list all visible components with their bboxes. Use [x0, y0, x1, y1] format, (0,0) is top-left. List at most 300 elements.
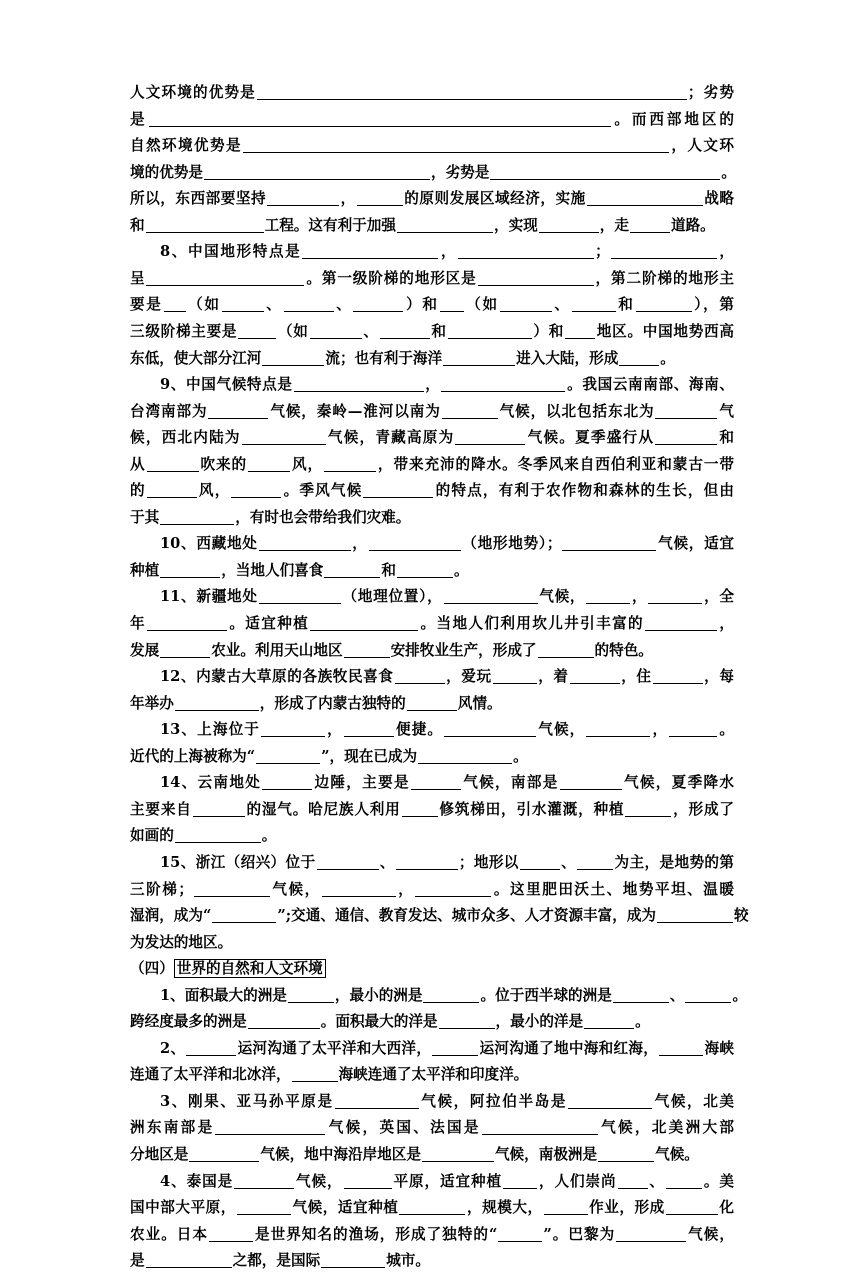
answer-blank[interactable]	[335, 1094, 419, 1109]
text-line	[130, 452, 734, 478]
answer-blank[interactable]	[208, 404, 268, 419]
answer-blank[interactable]	[657, 908, 733, 923]
answer-blank[interactable]	[630, 218, 670, 233]
text-segment: 安排牧业生产，形成了	[390, 641, 537, 659]
answer-blank[interactable]	[317, 855, 379, 870]
text-segment: 3、刚果、亚马孙平原是	[160, 1092, 334, 1110]
text-segment: 流；也有利于海洋	[325, 349, 443, 367]
text-segment: 。	[513, 747, 528, 765]
text-segment: ，形成了内蒙古独特的	[259, 694, 406, 712]
text-segment: ，当地人们喜食	[221, 561, 324, 579]
answer-blank[interactable]	[498, 1227, 542, 1242]
text-segment: 台湾南部为	[130, 402, 208, 420]
text-segment: 2、	[160, 1039, 186, 1057]
text-segment: ，	[631, 588, 648, 606]
text-segment: ，第二阶梯的地形主	[594, 269, 734, 287]
text-line	[160, 1089, 734, 1115]
answer-blank[interactable]	[397, 563, 453, 578]
text-line	[130, 797, 734, 823]
answer-blank[interactable]	[395, 669, 445, 684]
text-line	[160, 584, 734, 610]
answer-blank[interactable]	[503, 1174, 537, 1189]
text-segment: 4、泰国是	[160, 1172, 234, 1190]
text-segment: 。	[453, 561, 469, 579]
text-segment: 12、内蒙古大草原的各族牧民喜食	[160, 668, 394, 686]
text-line	[160, 1169, 734, 1195]
text-line	[130, 213, 734, 239]
text-segment: ，形成了	[672, 800, 734, 818]
answer-blank[interactable]	[222, 297, 264, 312]
text-segment: 。而西部地区的	[611, 110, 734, 128]
text-segment: 分地区是	[130, 1146, 189, 1163]
answer-blank[interactable]	[587, 191, 703, 206]
text-segment: 近代的上海被称为“	[130, 747, 256, 765]
text-segment: ”，现在已成为	[321, 747, 418, 765]
text-segment: 境的优势是	[130, 163, 203, 181]
answer-blank[interactable]	[344, 722, 394, 737]
answer-blank[interactable]	[256, 749, 320, 764]
text-segment: 是	[130, 110, 148, 128]
answer-blank[interactable]	[565, 324, 595, 339]
text-line	[130, 691, 734, 717]
text-segment: 。美	[702, 1172, 734, 1190]
answer-blank[interactable]	[482, 1120, 598, 1135]
text-segment: （四）	[130, 960, 174, 978]
answer-blank[interactable]	[215, 1120, 325, 1135]
text-segment: 农业。利用天山地区	[211, 641, 343, 659]
text-segment: 气候，	[537, 721, 586, 739]
text-segment: 。	[718, 721, 734, 739]
text-segment: 气候，夏季降水	[622, 774, 734, 792]
text-segment: ）和	[532, 322, 565, 340]
text-segment: 呈	[130, 269, 146, 287]
text-segment: 较	[734, 907, 749, 925]
answer-blank[interactable]	[568, 1094, 652, 1109]
text-line	[130, 399, 734, 425]
text-line	[130, 903, 749, 929]
text-line	[160, 531, 734, 557]
answer-blank[interactable]	[344, 1174, 392, 1189]
text-segment: ；	[595, 243, 610, 261]
text-segment: 气候，	[270, 880, 321, 898]
text-segment: 运河沟通了地中海和红海，	[479, 1039, 659, 1057]
text-segment: 气候，南部是	[461, 774, 559, 792]
text-segment: 和	[130, 216, 145, 234]
text-segment: 9、中国气候特点是	[160, 376, 293, 394]
text-line	[160, 983, 748, 1009]
text-line	[130, 611, 734, 637]
text-line	[130, 877, 734, 903]
answer-blank[interactable]	[310, 324, 362, 339]
text-segment: ，人们崇尚	[538, 1172, 617, 1190]
answer-blank[interactable]	[577, 855, 613, 870]
text-segment: ，最小的洲是	[334, 986, 423, 1004]
text-segment: ，	[651, 721, 669, 739]
answer-blank[interactable]	[407, 696, 457, 711]
text-segment: 。适宜种植	[227, 615, 310, 632]
answer-blank[interactable]	[147, 457, 199, 472]
answer-blank[interactable]	[616, 1227, 686, 1242]
answer-blank[interactable]	[204, 165, 430, 180]
answer-blank[interactable]	[369, 536, 461, 551]
text-segment: 的湿气。哈尼族人利用	[245, 800, 401, 818]
answer-blank[interactable]	[586, 589, 630, 604]
text-segment: （如	[464, 296, 499, 314]
text-line	[160, 717, 734, 743]
answer-blank[interactable]	[396, 855, 458, 870]
answer-blank[interactable]	[160, 563, 220, 578]
text-segment: 运河沟通了太平洋和大西洋，	[237, 1039, 432, 1057]
answer-blank[interactable]	[570, 669, 620, 684]
text-segment: 进入大陆，形成	[516, 349, 619, 367]
answer-blank[interactable]	[442, 404, 498, 419]
answer-blank[interactable]	[584, 1014, 634, 1029]
answer-blank[interactable]	[666, 1200, 718, 1215]
text-segment: 气候，北美	[653, 1092, 734, 1110]
answer-blank[interactable]	[288, 988, 334, 1003]
text-segment: 、	[362, 322, 379, 340]
answer-blank[interactable]	[443, 351, 515, 366]
text-line	[130, 292, 734, 318]
answer-blank[interactable]	[619, 351, 659, 366]
text-segment: 和	[381, 561, 396, 579]
text-line	[130, 133, 734, 159]
text-segment: ，走	[599, 216, 629, 234]
text-segment: 15、浙江（绍兴）位于	[160, 853, 316, 871]
text-line	[130, 425, 734, 451]
answer-blank[interactable]	[572, 297, 616, 312]
text-segment: 。第一级阶梯的地形区是	[305, 269, 477, 287]
text-segment: 。面积最大的洋是	[320, 1013, 438, 1031]
text-segment: 气候，青藏高原为	[326, 429, 455, 447]
answer-blank[interactable]	[257, 85, 687, 100]
text-segment: 要是	[130, 296, 163, 314]
answer-blank[interactable]	[455, 430, 525, 445]
text-segment: 气候，阿拉伯半岛是	[419, 1092, 568, 1110]
text-segment: 、	[560, 853, 577, 871]
answer-blank[interactable]	[353, 297, 403, 312]
text-segment: 的特点，有利于农作物和森林的生长，但由	[434, 482, 734, 500]
text-segment: ”。巴黎为	[543, 1225, 616, 1243]
text-segment: 气候。	[655, 1146, 699, 1163]
text-line	[130, 107, 734, 133]
text-segment: 的原则发展区域经济，实施	[403, 190, 586, 208]
text-segment: 从	[130, 455, 146, 473]
answer-blank[interactable]	[648, 589, 702, 604]
text-segment: ，全	[703, 588, 734, 606]
answer-blank[interactable]	[209, 1227, 253, 1242]
answer-blank[interactable]	[344, 643, 390, 658]
text-line	[160, 664, 734, 690]
answer-blank[interactable]	[262, 775, 312, 790]
text-segment: 。	[635, 1013, 650, 1031]
answer-blank[interactable]	[248, 1014, 320, 1029]
text-segment: 气	[718, 402, 734, 420]
text-segment: ，	[424, 376, 441, 394]
text-segment: 气候，以北包括东北为	[498, 402, 655, 420]
answer-blank[interactable]	[242, 430, 326, 445]
text-segment: ，规模大，	[466, 1199, 543, 1217]
text-line	[130, 1009, 734, 1035]
text-line	[160, 372, 734, 398]
answer-blank[interactable]	[490, 165, 720, 180]
answer-blank[interactable]	[539, 218, 599, 233]
answer-blank[interactable]	[444, 589, 538, 604]
answer-blank[interactable]	[560, 775, 622, 790]
answer-blank[interactable]	[613, 988, 669, 1003]
text-segment: 发展	[130, 641, 160, 659]
text-segment: 、	[648, 1172, 665, 1190]
text-segment: （如	[277, 322, 309, 340]
answer-blank[interactable]	[160, 643, 210, 658]
text-segment: 为主，是地势的第	[614, 853, 734, 871]
text-segment: 如画的	[130, 827, 174, 845]
text-segment: 城市。	[386, 1252, 430, 1270]
text-segment: 。	[261, 827, 277, 845]
answer-blank[interactable]	[645, 616, 717, 631]
answer-blank[interactable]	[294, 377, 424, 392]
answer-blank[interactable]	[432, 1041, 478, 1056]
answer-blank[interactable]	[284, 297, 334, 312]
text-line	[130, 1195, 734, 1221]
answer-blank[interactable]	[655, 404, 717, 419]
text-segment: 修筑梯田，引水灌溉，种植	[438, 800, 625, 818]
text-segment: 三级阶梯主要是	[130, 322, 238, 340]
text-segment: ；劣势	[687, 84, 734, 101]
answer-blank[interactable]	[653, 669, 703, 684]
answer-blank[interactable]	[237, 1200, 291, 1215]
text-segment: ，	[396, 880, 415, 898]
answer-blank[interactable]	[160, 510, 234, 525]
answer-blank[interactable]	[397, 218, 493, 233]
text-line	[130, 319, 734, 345]
answer-blank[interactable]	[292, 1067, 338, 1082]
answer-blank[interactable]	[493, 669, 537, 684]
answer-blank[interactable]	[259, 589, 341, 604]
answer-blank[interactable]	[666, 1174, 702, 1189]
answer-blank[interactable]	[146, 1253, 232, 1268]
answer-blank[interactable]	[685, 988, 731, 1003]
answer-blank[interactable]	[243, 138, 669, 153]
text-line	[130, 266, 734, 292]
text-segment: 海峡连通了太平洋和印度洋。	[338, 1066, 529, 1084]
answer-blank[interactable]	[267, 191, 339, 206]
text-segment: ，每	[703, 668, 734, 686]
answer-blank[interactable]	[262, 351, 324, 366]
text-segment: 边陲，主要是	[313, 774, 410, 792]
text-segment: ，有时也会带给我们灾难。	[235, 508, 411, 526]
answer-blank[interactable]	[411, 775, 461, 790]
answer-blank[interactable]	[598, 1147, 654, 1162]
answer-blank[interactable]	[146, 271, 304, 286]
text-segment: 气候，适宜种植	[291, 1199, 399, 1217]
text-segment: 农业。日本	[130, 1225, 208, 1243]
text-segment: 洲东南部是	[130, 1119, 215, 1137]
answer-blank[interactable]	[212, 908, 276, 923]
answer-blank[interactable]	[186, 1041, 236, 1056]
text-segment: （如	[186, 296, 221, 314]
answer-blank[interactable]	[238, 324, 276, 339]
answer-blank[interactable]	[669, 722, 717, 737]
text-segment: 14、云南地处	[160, 774, 262, 792]
text-line	[160, 1036, 734, 1062]
text-line	[130, 478, 734, 504]
text-segment: 1、面积最大的洲是	[160, 986, 287, 1004]
text-segment: 。位于西半球的洲是	[480, 986, 612, 1004]
text-segment: ，	[439, 243, 458, 261]
text-segment: ，	[326, 721, 343, 739]
answer-blank[interactable]	[618, 1174, 648, 1189]
text-segment: 风情。	[457, 694, 502, 712]
text-segment: ，	[340, 190, 356, 208]
answer-blank[interactable]	[611, 244, 717, 259]
text-segment: 。	[732, 986, 748, 1004]
text-segment: 战略	[703, 190, 734, 208]
answer-blank[interactable]	[520, 855, 560, 870]
text-segment: ，人文环	[669, 137, 734, 155]
text-segment: 风，	[197, 482, 231, 500]
text-segment: 主要来自	[130, 800, 192, 818]
text-segment: 作业，形成	[588, 1199, 665, 1217]
answer-blank[interactable]	[402, 802, 438, 817]
answer-blank[interactable]	[422, 1147, 494, 1162]
answer-blank[interactable]	[147, 616, 227, 631]
text-segment: 吹来的	[199, 455, 248, 473]
answer-blank[interactable]	[147, 483, 197, 498]
answer-blank[interactable]	[415, 882, 491, 897]
answer-blank[interactable]	[380, 324, 430, 339]
text-segment: （地理位置），	[341, 588, 443, 606]
answer-blank[interactable]	[231, 483, 281, 498]
text-segment: （地形地势）；	[461, 535, 562, 553]
answer-blank[interactable]	[322, 882, 396, 897]
answer-blank[interactable]	[538, 643, 594, 658]
text-segment: ）和	[404, 296, 439, 314]
answer-blank[interactable]	[261, 722, 325, 737]
text-line	[130, 823, 734, 849]
answer-blank[interactable]	[544, 1200, 588, 1215]
answer-blank[interactable]	[423, 988, 479, 1003]
text-segment: 。	[660, 349, 675, 367]
text-line	[130, 1062, 734, 1088]
answer-blank[interactable]	[659, 1041, 703, 1056]
text-segment: 和	[718, 429, 734, 447]
answer-blank[interactable]	[636, 297, 692, 312]
answer-blank[interactable]	[625, 802, 671, 817]
answer-blank[interactable]	[310, 616, 418, 631]
answer-blank[interactable]	[194, 882, 270, 897]
text-segment: ，爱玩	[445, 668, 492, 686]
text-segment: 气候，南极洲是	[494, 1146, 598, 1163]
text-segment: 和	[430, 322, 447, 340]
text-segment: ，	[351, 535, 368, 553]
answer-blank[interactable]	[324, 457, 376, 472]
answer-blank[interactable]	[444, 722, 536, 737]
text-segment: 人文环境的优势是	[130, 84, 256, 101]
text-segment: 10、西藏地处	[160, 535, 258, 553]
text-segment: 、	[264, 296, 283, 314]
answer-blank[interactable]	[146, 218, 264, 233]
section-heading	[130, 956, 430, 982]
text-segment: 。	[721, 163, 736, 181]
answer-blank[interactable]	[448, 324, 532, 339]
answer-blank[interactable]	[248, 457, 290, 472]
text-line	[130, 346, 734, 372]
text-line	[130, 80, 734, 106]
text-segment: 气候。夏季盛行从	[526, 429, 655, 447]
text-line	[130, 160, 734, 186]
text-segment: 湿润，成为“	[130, 907, 212, 925]
text-segment: 三阶梯；	[130, 880, 193, 898]
text-segment: 气候，地中海沿岸地区是	[260, 1146, 421, 1163]
answer-blank[interactable]	[321, 1253, 385, 1268]
answer-blank[interactable]	[458, 244, 594, 259]
answer-blank[interactable]	[440, 297, 464, 312]
text-line	[160, 850, 734, 876]
text-segment: 自然环境优势是	[130, 137, 242, 155]
answer-blank[interactable]	[478, 271, 594, 286]
text-segment: 地区。中国地势西高	[596, 322, 734, 340]
text-segment: 气候，北美洲大部	[598, 1119, 734, 1137]
text-segment: ；地形以	[458, 853, 519, 871]
text-segment: ，带来充沛的降水。冬季风来自西伯利亚和蒙古一带	[377, 455, 734, 473]
answer-blank[interactable]	[175, 696, 259, 711]
answer-blank[interactable]	[259, 536, 351, 551]
answer-blank[interactable]	[363, 483, 433, 498]
text-segment: 气候，英国、法国是	[326, 1119, 481, 1137]
text-segment: 的特色。	[594, 641, 653, 659]
answer-blank[interactable]	[418, 749, 512, 764]
text-line	[130, 930, 734, 956]
answer-blank[interactable]	[655, 430, 717, 445]
answer-blank[interactable]	[399, 1200, 465, 1215]
text-segment: 的	[130, 482, 146, 500]
answer-blank[interactable]	[149, 112, 611, 127]
text-segment: 、	[552, 296, 571, 314]
text-segment: ，	[717, 243, 734, 261]
answer-blank[interactable]	[164, 297, 186, 312]
answer-blank[interactable]	[189, 1147, 259, 1162]
text-segment: 气候，秦岭—淮河以南为	[269, 402, 441, 420]
text-segment: 于其	[130, 508, 160, 526]
text-line	[160, 770, 734, 796]
text-segment: ，着	[537, 668, 569, 686]
answer-blank[interactable]	[562, 536, 656, 551]
answer-blank[interactable]	[324, 563, 380, 578]
answer-blank[interactable]	[302, 244, 438, 259]
text-segment: 。季风气候	[282, 482, 363, 500]
text-segment: ，劣势是	[430, 163, 490, 181]
section-title-boxed: 世界的自然和人文环境	[174, 959, 326, 978]
text-segment: 种植	[130, 561, 160, 579]
text-segment: 为发达的地区。	[130, 933, 233, 951]
answer-blank[interactable]	[441, 377, 565, 392]
answer-blank[interactable]	[357, 191, 403, 206]
text-segment: 是	[130, 1252, 145, 1270]
text-segment: 工程。这有利于加强	[264, 216, 396, 234]
answer-blank[interactable]	[439, 1014, 495, 1029]
text-segment: 年	[130, 615, 146, 632]
answer-blank[interactable]	[193, 802, 245, 817]
answer-blank[interactable]	[175, 828, 261, 843]
text-segment: 风，	[291, 455, 323, 473]
text-segment: 便捷。	[394, 721, 444, 739]
answer-blank[interactable]	[500, 297, 552, 312]
text-segment: 东低，使大部分江河	[130, 349, 262, 367]
answer-blank[interactable]	[586, 722, 650, 737]
text-segment: 候，西北内陆为	[130, 429, 241, 447]
answer-blank[interactable]	[234, 1174, 294, 1189]
